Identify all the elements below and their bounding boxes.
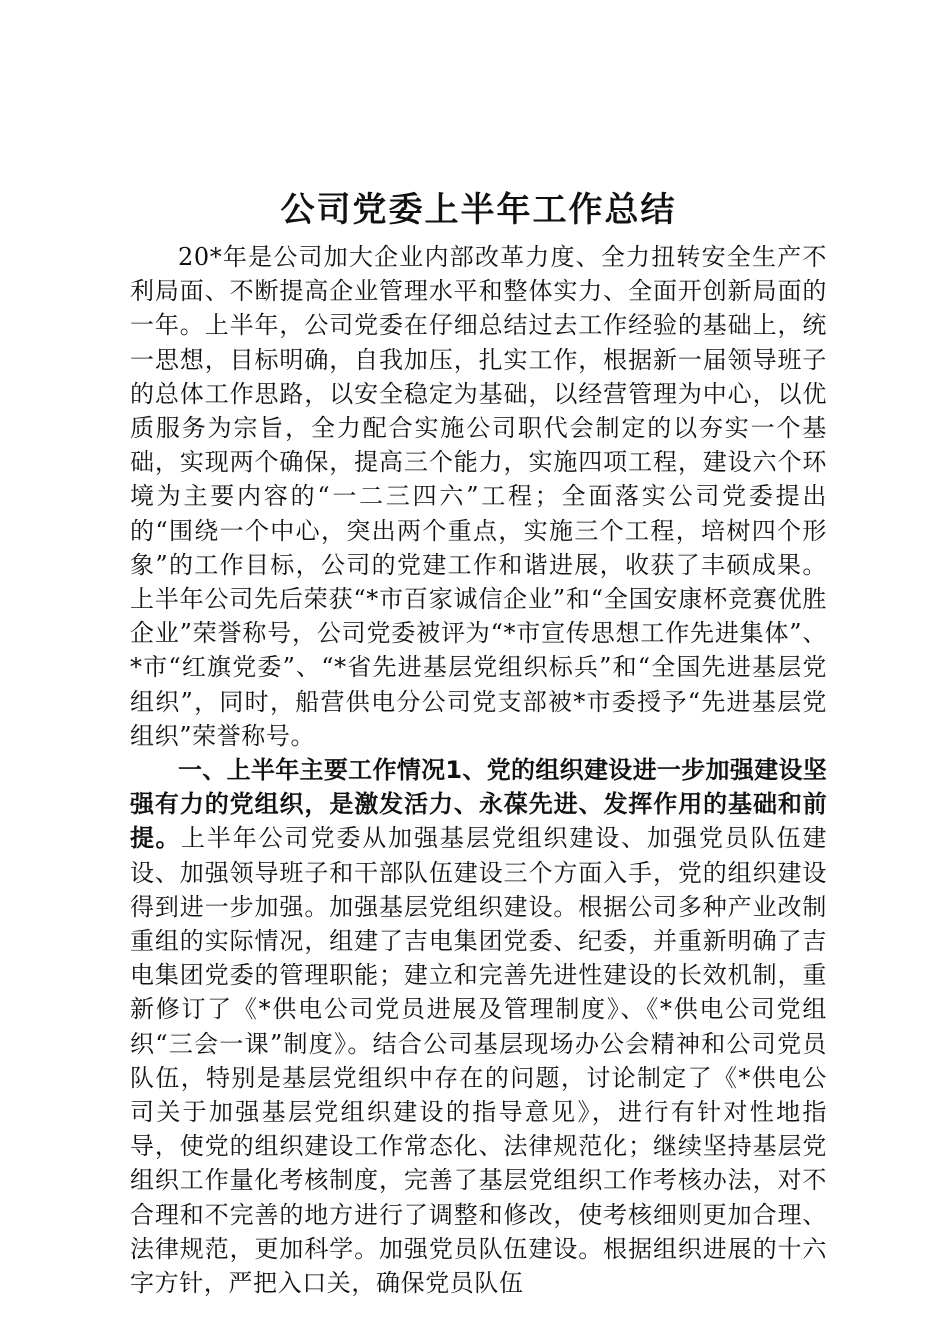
section-1-body: 上半年公司党委从加强基层党组织建设、加强党员队伍建设、加强领导班子和干部队伍建设三个方面入手，党的组织建设得到进一步加强。加强基层党组织建设。根据公司多种产业改制重组的实际情况，组建了吉电集团党委、纪委，并重新明确了吉电集团党委的管理职能；建立和完善先进性建设的长效机制，重新修订了《*供电公司党员进展及管理制度》、《*供电公司党组织“三会一课”制度》。结合公司基层现场办公会精神和公司党员队伍，特别是基层党组织中存在的问题，讨论制定了《*供电公司关于加强基层党组织建设的指导意见》，进行有针对性地指导，使党的组织建设工作常态化、法律规范化；继续坚持基层党组织工作量化考核制度，完善了基层党组织工作考核办法，对不合理和不完善的地方进行了调整和修改，使考核细则更加合理、法律规范，更加科学。加强党员队伍建设。根据组织进展的十六字方针，严把入口关，确保党员队伍 (130, 824, 827, 1298)
intro-paragraph: 20*年是公司加大企业内部改革力度、全力扭转安全生产不利局面、不断提高企业管理水平和整体实力、全面开创新局面的一年。上半年，公司党委在仔细总结过去工作经验的基础上，统一思想，目标明确，自我加压，扎实工作，根据新一届领导班子的总体工作思路，以安全稳定为基础，以经营管理为中心，以优质服务为宗旨，全力配合实施公司职代会制定的以夯实一个基础，实现两个确保，提高三个能力，实施四项工程，建设六个环境为主要内容的“一二三四六”工程；全面落实公司党委提出的“围绕一个中心，突出两个重点，实施三个工程，培树四个形象”的工作目标，公司的党建工作和谐进展，收获了丰硕成果。上半年公司先后荣获“*市百家诚信企业”和“全国安康杯竞赛优胜企业”荣誉称号，公司党委被评为“*市宣传思想工作先进集体”、*市“红旗党委”、“*省先进基层党组织标兵”和“全国先进基层党组织”，同时，船营供电分公司党支部被*市委授予“先进基层党组织”荣誉称号。 (130, 243, 827, 750)
document-page (130, 186, 827, 1300)
document-title: 公司党委上半年工作总结 (280, 190, 677, 230)
section-1-paragraph (130, 753, 827, 1300)
section-1-heading: 一、上半年主要工作情况1、党的组织建设进一步加强建设坚强有力的党组织，是激发活力、永葆先进、发挥作用的基础和前提。 (130, 756, 827, 853)
